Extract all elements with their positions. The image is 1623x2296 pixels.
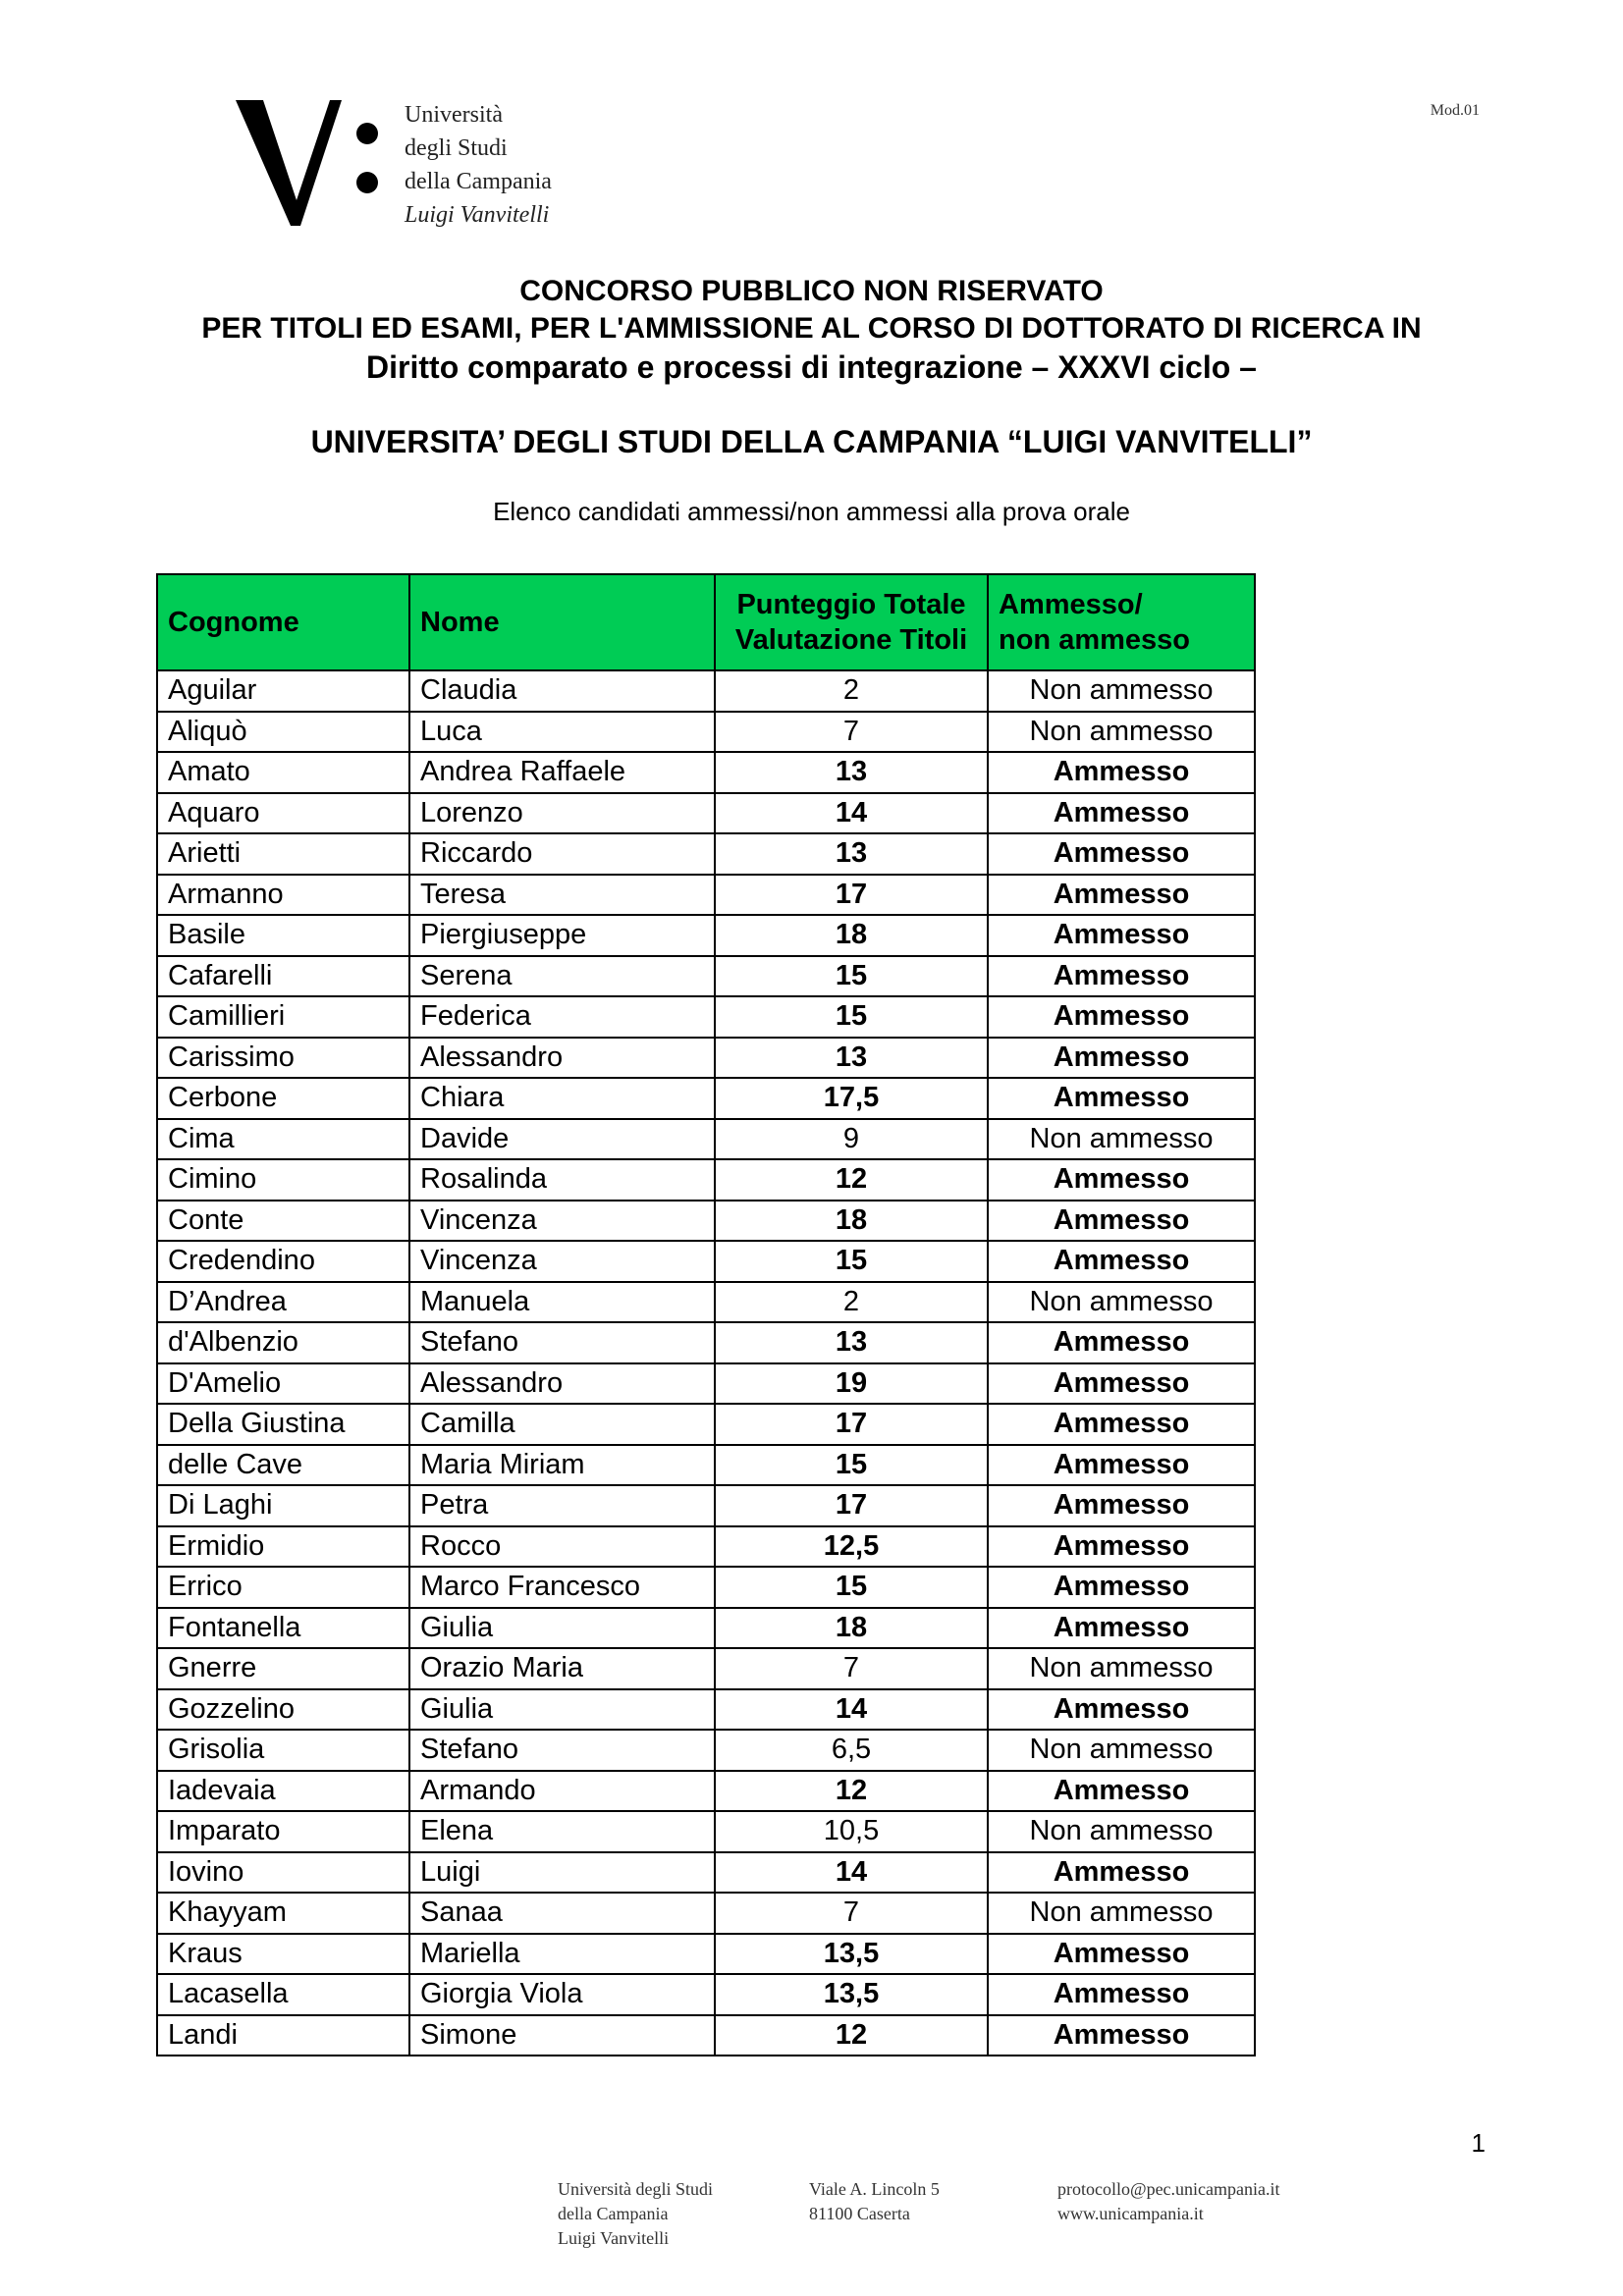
cell-punteggio: 2	[715, 670, 988, 712]
cell-nome: Federica	[409, 996, 715, 1038]
cell-nome: Maria Miriam	[409, 1445, 715, 1486]
cell-cognome: Aguilar	[157, 670, 409, 712]
cell-punteggio: 2	[715, 1282, 988, 1323]
cell-punteggio: 19	[715, 1363, 988, 1405]
cell-nome: Andrea Raffaele	[409, 752, 715, 793]
cell-nome: Giorgia Viola	[409, 1974, 715, 2015]
cell-esito: Ammesso	[988, 1078, 1255, 1119]
cell-esito: Ammesso	[988, 956, 1255, 997]
table-row	[157, 1445, 1255, 1486]
cell-esito: Ammesso	[988, 793, 1255, 834]
cell-punteggio: 6,5	[715, 1730, 988, 1771]
table-row	[157, 1485, 1255, 1526]
cell-cognome: Cerbone	[157, 1078, 409, 1119]
cell-cognome: D'Amelio	[157, 1363, 409, 1405]
cell-nome: Petra	[409, 1485, 715, 1526]
table-row	[157, 1119, 1255, 1160]
table-row	[157, 915, 1255, 956]
cell-punteggio: 15	[715, 1445, 988, 1486]
cell-punteggio: 18	[715, 1608, 988, 1649]
cell-cognome: Della Giustina	[157, 1404, 409, 1445]
table-row	[157, 752, 1255, 793]
footer-email-link[interactable]: protocollo@pec.unicampania.it	[1057, 2179, 1280, 2199]
cell-nome: Rocco	[409, 1526, 715, 1568]
cell-esito: Ammesso	[988, 2015, 1255, 2056]
cell-nome: Riccardo	[409, 833, 715, 875]
cell-punteggio: 17	[715, 1485, 988, 1526]
cell-esito: Ammesso	[988, 1038, 1255, 1079]
cell-nome: Alessandro	[409, 1038, 715, 1079]
footer-contacts	[1057, 2177, 1280, 2226]
cell-esito: Ammesso	[988, 1241, 1255, 1282]
cell-esito: Ammesso	[988, 833, 1255, 875]
table-row	[157, 1526, 1255, 1568]
logo-line: Università	[405, 102, 503, 128]
footer-university	[558, 2177, 713, 2251]
table-row	[157, 1934, 1255, 1975]
cell-punteggio: 7	[715, 712, 988, 753]
footer-line: Università degli Studi	[558, 2179, 713, 2199]
cell-nome: Teresa	[409, 875, 715, 916]
cell-punteggio: 17	[715, 875, 988, 916]
cell-punteggio: 15	[715, 1241, 988, 1282]
cell-punteggio: 9	[715, 1119, 988, 1160]
cell-cognome: d'Albenzio	[157, 1322, 409, 1363]
cell-cognome: Ermidio	[157, 1526, 409, 1568]
table-row	[157, 1282, 1255, 1323]
cell-nome: Elena	[409, 1811, 715, 1852]
cell-cognome: Kraus	[157, 1934, 409, 1975]
cell-cognome: Arietti	[157, 833, 409, 875]
cell-nome: Giulia	[409, 1608, 715, 1649]
cell-esito: Non ammesso	[988, 1282, 1255, 1323]
cell-esito: Non ammesso	[988, 670, 1255, 712]
table-row	[157, 1363, 1255, 1405]
footer-address	[809, 2177, 940, 2226]
cell-punteggio: 12	[715, 2015, 988, 2056]
university-logo	[236, 98, 589, 236]
cell-cognome: Amato	[157, 752, 409, 793]
cell-nome: Luca	[409, 712, 715, 753]
cell-punteggio: 14	[715, 1852, 988, 1894]
cell-esito: Ammesso	[988, 1771, 1255, 1812]
cell-nome: Giulia	[409, 1689, 715, 1731]
cell-punteggio: 13	[715, 752, 988, 793]
cell-esito: Ammesso	[988, 996, 1255, 1038]
column-header-text: non ammesso	[999, 624, 1190, 656]
cell-nome: Camilla	[409, 1404, 715, 1445]
cell-punteggio: 17,5	[715, 1078, 988, 1119]
cell-punteggio: 15	[715, 956, 988, 997]
cell-cognome: D’Andrea	[157, 1282, 409, 1323]
cell-cognome: Fontanella	[157, 1608, 409, 1649]
cell-nome: Simone	[409, 2015, 715, 2056]
cell-cognome: Khayyam	[157, 1893, 409, 1934]
cell-cognome: Iadevaia	[157, 1771, 409, 1812]
column-header-text: Valutazione Titoli	[734, 624, 968, 656]
cell-cognome: Grisolia	[157, 1730, 409, 1771]
table-row	[157, 1689, 1255, 1731]
cell-cognome: Conte	[157, 1201, 409, 1242]
cell-cognome: Errico	[157, 1567, 409, 1608]
cell-esito: Ammesso	[988, 1934, 1255, 1975]
cell-esito: Non ammesso	[988, 712, 1255, 753]
column-header-punteggio	[715, 574, 988, 670]
cell-esito: Ammesso	[988, 1526, 1255, 1568]
university-title: UNIVERSITA’ DEGLI STUDI DELLA CAMPANIA “LUIGI VANVITELLI”	[310, 424, 1313, 459]
cell-punteggio: 15	[715, 996, 988, 1038]
cell-punteggio: 17	[715, 1404, 988, 1445]
cell-nome: Davide	[409, 1119, 715, 1160]
cell-punteggio: 12	[715, 1771, 988, 1812]
logo-line: degli Studi	[405, 135, 508, 161]
table-row	[157, 670, 1255, 712]
column-header-cognome: Cognome	[157, 574, 409, 670]
cell-esito: Ammesso	[988, 752, 1255, 793]
cell-nome: Stefano	[409, 1730, 715, 1771]
cell-cognome: Lacasella	[157, 1974, 409, 2015]
footer-website-link[interactable]: www.unicampania.it	[1057, 2204, 1204, 2223]
cell-cognome: Landi	[157, 2015, 409, 2056]
table-row	[157, 1852, 1255, 1894]
table-row	[157, 1404, 1255, 1445]
cell-cognome: Cafarelli	[157, 956, 409, 997]
cell-punteggio: 13	[715, 1322, 988, 1363]
footer-line: della Campania	[558, 2204, 669, 2223]
cell-esito: Ammesso	[988, 1159, 1255, 1201]
cell-punteggio: 12,5	[715, 1526, 988, 1568]
table-row	[157, 1038, 1255, 1079]
table-header-row	[157, 574, 1255, 670]
column-header-nome: Nome	[409, 574, 715, 670]
table-row	[157, 875, 1255, 916]
table-row	[157, 793, 1255, 834]
cell-cognome: Basile	[157, 915, 409, 956]
cell-nome: Vincenza	[409, 1241, 715, 1282]
table-body	[157, 670, 1255, 2056]
cell-esito: Ammesso	[988, 875, 1255, 916]
cell-nome: Mariella	[409, 1934, 715, 1975]
cell-nome: Marco Francesco	[409, 1567, 715, 1608]
table-row	[157, 1159, 1255, 1201]
page-number: 1	[1471, 2128, 1486, 2158]
document-header	[0, 273, 1623, 528]
cell-punteggio: 10,5	[715, 1811, 988, 1852]
table-row	[157, 956, 1255, 997]
cell-esito: Non ammesso	[988, 1811, 1255, 1852]
cell-esito: Ammesso	[988, 1445, 1255, 1486]
cell-cognome: Gnerre	[157, 1648, 409, 1689]
table-row	[157, 712, 1255, 753]
cell-punteggio: 18	[715, 1201, 988, 1242]
cell-esito: Ammesso	[988, 1689, 1255, 1731]
cell-nome: Sanaa	[409, 1893, 715, 1934]
cell-cognome: Imparato	[157, 1811, 409, 1852]
table-row	[157, 1974, 1255, 2015]
table-row	[157, 1201, 1255, 1242]
table-row	[157, 833, 1255, 875]
document-subtitle: Elenco candidati ammessi/non ammessi alla prova orale	[493, 497, 1130, 526]
table-row	[157, 1608, 1255, 1649]
mod-code: Mod.01	[1430, 102, 1480, 119]
cell-punteggio: 14	[715, 1689, 988, 1731]
table-row	[157, 996, 1255, 1038]
cell-punteggio: 18	[715, 915, 988, 956]
cell-esito: Ammesso	[988, 1363, 1255, 1405]
cell-esito: Non ammesso	[988, 1893, 1255, 1934]
cell-nome: Piergiuseppe	[409, 915, 715, 956]
cell-nome: Rosalinda	[409, 1159, 715, 1201]
cell-esito: Non ammesso	[988, 1119, 1255, 1160]
cell-esito: Ammesso	[988, 1322, 1255, 1363]
cell-esito: Ammesso	[988, 1852, 1255, 1894]
cell-esito: Ammesso	[988, 1485, 1255, 1526]
cell-punteggio: 13,5	[715, 1974, 988, 2015]
footer-line: Luigi Vanvitelli	[558, 2228, 670, 2248]
cell-nome: Serena	[409, 956, 715, 997]
logo-wordmark	[405, 98, 552, 232]
cell-nome: Alessandro	[409, 1363, 715, 1405]
table-row	[157, 1648, 1255, 1689]
cell-cognome: Cima	[157, 1119, 409, 1160]
cell-cognome: Carissimo	[157, 1038, 409, 1079]
cell-esito: Ammesso	[988, 1974, 1255, 2015]
cell-nome: Vincenza	[409, 1201, 715, 1242]
table-row	[157, 1893, 1255, 1934]
table-row	[157, 1241, 1255, 1282]
footer-line: 81100 Caserta	[809, 2204, 910, 2223]
cell-nome: Chiara	[409, 1078, 715, 1119]
cell-cognome: Camillieri	[157, 996, 409, 1038]
cell-nome: Orazio Maria	[409, 1648, 715, 1689]
cell-cognome: Iovino	[157, 1852, 409, 1894]
table-row	[157, 1730, 1255, 1771]
cell-punteggio: 13,5	[715, 1934, 988, 1975]
table-row	[157, 2015, 1255, 2056]
cell-esito: Ammesso	[988, 915, 1255, 956]
table-row	[157, 1811, 1255, 1852]
candidates-table	[156, 573, 1256, 2056]
table-row	[157, 1567, 1255, 1608]
column-header-text: Punteggio Totale	[736, 589, 966, 620]
header-line-1: CONCORSO PUBBLICO NON RISERVATO	[519, 275, 1104, 307]
table-row	[157, 1078, 1255, 1119]
column-header-ammesso	[988, 574, 1255, 670]
footer-line: Viale A. Lincoln 5	[809, 2179, 940, 2199]
header-line-3: Diritto comparato e processi di integrazione – XXXVI ciclo –	[366, 349, 1257, 385]
cell-nome: Manuela	[409, 1282, 715, 1323]
cell-nome: Armando	[409, 1771, 715, 1812]
cell-punteggio: 15	[715, 1567, 988, 1608]
table-row	[157, 1771, 1255, 1812]
cell-cognome: Di Laghi	[157, 1485, 409, 1526]
cell-esito: Ammesso	[988, 1404, 1255, 1445]
cell-cognome: Cimino	[157, 1159, 409, 1201]
cell-nome: Lorenzo	[409, 793, 715, 834]
cell-cognome: delle Cave	[157, 1445, 409, 1486]
cell-esito: Ammesso	[988, 1567, 1255, 1608]
cell-punteggio: 14	[715, 793, 988, 834]
cell-esito: Non ammesso	[988, 1648, 1255, 1689]
cell-punteggio: 13	[715, 1038, 988, 1079]
cell-cognome: Aquaro	[157, 793, 409, 834]
cell-esito: Ammesso	[988, 1608, 1255, 1649]
header-line-2: PER TITOLI ED ESAMI, PER L'AMMISSIONE AL CORSO DI DOTTORATO DI RICERCA IN	[201, 312, 1422, 345]
cell-nome: Stefano	[409, 1322, 715, 1363]
logo-v-mark-icon	[236, 98, 393, 228]
cell-punteggio: 13	[715, 833, 988, 875]
cell-cognome: Credendino	[157, 1241, 409, 1282]
cell-nome: Claudia	[409, 670, 715, 712]
cell-esito: Ammesso	[988, 1201, 1255, 1242]
cell-cognome: Armanno	[157, 875, 409, 916]
cell-esito: Non ammesso	[988, 1730, 1255, 1771]
cell-punteggio: 7	[715, 1893, 988, 1934]
cell-nome: Luigi	[409, 1852, 715, 1894]
column-header-text: Ammesso/	[999, 589, 1143, 620]
cell-cognome: Gozzelino	[157, 1689, 409, 1731]
table-row	[157, 1322, 1255, 1363]
cell-punteggio: 7	[715, 1648, 988, 1689]
logo-line: Luigi Vanvitelli	[405, 202, 550, 228]
cell-punteggio: 12	[715, 1159, 988, 1201]
cell-cognome: Aliquò	[157, 712, 409, 753]
logo-line: della Campania	[405, 169, 552, 194]
